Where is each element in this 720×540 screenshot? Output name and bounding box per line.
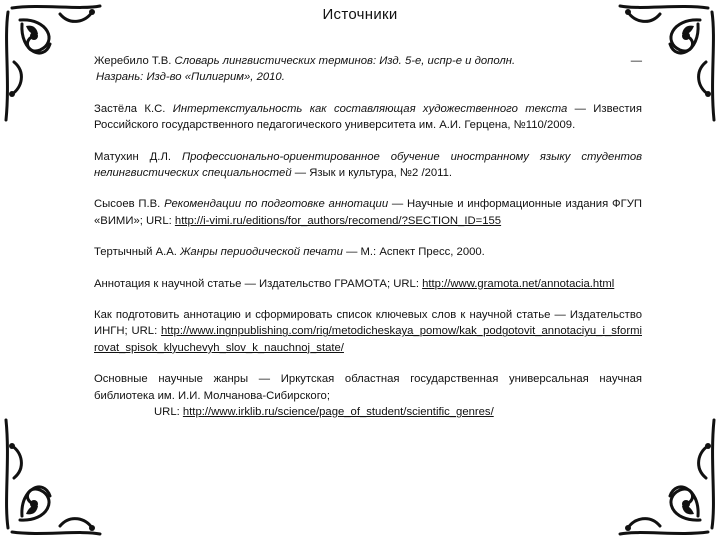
source-journal: — Язык и культура, №2 /2011. [294, 167, 453, 180]
corner-ornament-bottom-left [0, 410, 110, 540]
sources-list [94, 53, 642, 421]
source-author: Жеребило Т.В. [94, 55, 172, 67]
source-entry-3 [94, 149, 642, 182]
source-author: Сысоев П.В. [94, 198, 161, 211]
source-text: Как подготовить аннотацию и сформировать список ключевых слов к научной статье — Издательство ИНГН; URL: [94, 309, 642, 338]
source-author: Матухин Д.Л. [94, 150, 172, 163]
source-entry-7 [94, 307, 642, 356]
page-title: Источники [322, 6, 398, 23]
source-entry-4 [94, 196, 642, 229]
source-dash: — [630, 55, 642, 67]
source-work: Словарь лингвистических терминов: Изд. 5-е, испр-е и дополн. [174, 55, 516, 67]
source-journal: Известия Российского государственного педагогического университета им. А.И. Герцена, №110/2009. [94, 102, 642, 132]
source-url-link[interactable]: http://www.gramota.net/annotacia.html [422, 277, 615, 290]
source-url-link[interactable]: http://www.ingnpublishing.com/rig/metodicheskaya_pomow/kak_podgotovit_annotaciyu_i_sformirovat_spisok_klyuchevyh_slov_k_nauchnoj_state/ [94, 325, 642, 354]
source-journal: — Научные и информационные издания ФГУП «ВИМИ»; URL: [94, 198, 642, 227]
source-work: Жанры периодической печати [180, 246, 343, 259]
source-author: Застёла К.С. [94, 102, 166, 115]
source-publisher: Назрань: Изд-во «Пилигрим», 2010. [96, 71, 285, 84]
corner-ornament-bottom-right [610, 410, 720, 540]
source-journal: — М.: Аспект Пресс, 2000. [346, 246, 485, 259]
source-entry-5 [94, 244, 642, 260]
source-work: Профессионально-ориентированное обучение иностранному языку студентов нелингвистических специальностей [94, 150, 643, 180]
source-work: Интертекстуальность как составляющая художественного текста [172, 102, 568, 115]
source-text: Аннотация к научной статье — Издательство ГРАМОТА; URL: [94, 277, 419, 290]
source-entry-8 [94, 371, 642, 420]
source-url-link[interactable]: http://i-vimi.ru/editions/for_authors/recomend/?SECTION_ID=155 [174, 214, 502, 227]
source-entry-2 [94, 101, 642, 134]
source-entry-1 [94, 53, 642, 86]
source-work: Рекомендации по подготовке аннотации [164, 198, 389, 211]
source-entry-6 [94, 276, 642, 292]
source-text: Основные научные жанры — Иркутская областная государственная универсальная научная библиотека им. И.И. Молчанова-Сибирского; [94, 373, 642, 402]
source-url-label: URL: [154, 406, 180, 419]
source-author: Тертычный А.А. [94, 246, 177, 259]
source-dash: — [574, 102, 586, 115]
source-url-link[interactable]: http://www.irklib.ru/science/page_of_student/scientific_genres/ [182, 406, 494, 419]
